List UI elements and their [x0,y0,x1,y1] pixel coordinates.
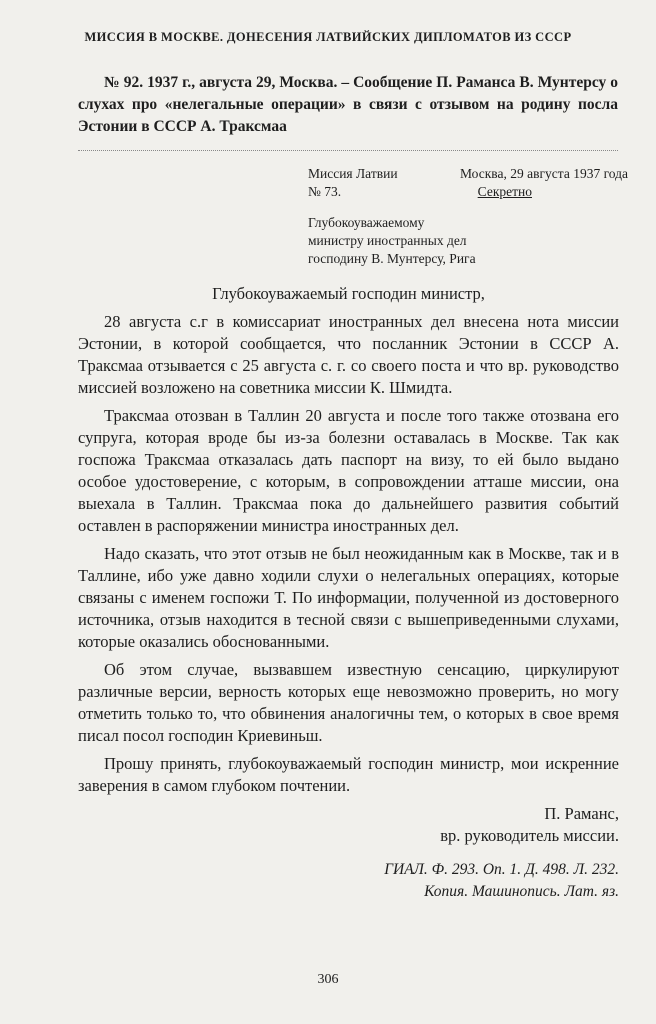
addressee-line: Глубокоуважаемому [308,215,425,230]
running-head: МИССИЯ В МОСКВЕ. ДОНЕСЕНИЯ ЛАТВИЙСКИХ ДИПЛОМАТОВ ИЗ СССР [84,30,572,44]
archive-reference [78,859,619,903]
paragraph: Об этом случае, вызвавшем известную сенсацию, циркулируют различные версии, верность которых еще невозможно проверить, но могу отметить только то, что обвинения аналогичны тем, о которых в свое время писал посол господин Криевиньш. [78,660,619,745]
page-number: 306 [317,972,339,987]
addressee [308,214,628,268]
signature-title: вр. руководитель миссии. [440,826,619,845]
addressee-line: министру иностранных дел [308,233,467,248]
letter-number: № 73. [308,184,342,199]
addressee-line: господину В. Мунтерсу, Рига [308,251,476,266]
signature [78,803,619,847]
paragraph: Траксмаа отозван в Таллин 20 августа и после того также отозвана его супруга, которая вроде бы из-за болезни оставалась в Москве. Так как госпожа Траксмаа отказалась дать паспорт на визу, то ей было выдано особое удостоверение, с которым, в сопровождении атташе миссии, она выехала в Таллин. Траксмаа пока до дальнейшего развития событий оставлен в распоряжении министра иностранных дел. [78,406,619,535]
paragraph: Прошу принять, глубокоуважаемый господин министр, мои искренние заверения в самом глубоком почтении. [78,754,619,795]
secret-stamp: Секретно [477,184,532,199]
signature-name: П. Раманс, [544,804,619,823]
salutation: Глубокоуважаемый господин министр, [212,284,485,303]
letter-body [78,283,619,903]
archive-ref: ГИАЛ. Ф. 293. Оп. 1. Д. 498. Л. 232. [384,861,619,878]
document-heading: № 92. 1937 г., августа 29, Москва. – Сообщение П. Раманса В. Мунтерсу о слухах про «нелегальные операции» в связи с отзывом на родину посла Эстонии в СССР А. Траксмаа [78,74,618,135]
sender: Миссия Латвии [308,166,398,181]
header-row-sender [308,165,628,183]
paragraph: 28 августа с.г в комиссариат иностранных дел внесена нота миссии Эстонии, в которой сообщается, что посланник Эстонии в СССР А. Траксмаа отзывается с 25 августа с. г. со своего поста и что вр. руководство миссией возложено на советника миссии К. Шмидта. [78,312,619,397]
letter-header [308,165,628,268]
paragraph: Надо сказать, что этот отзыв не был неожиданным как в Москве, так и в Таллине, ибо уже давно ходили слухи о нелегальных операциях, которые связаны с именем госпожи Т. По информации, полученной из достоверного источника, отзыв находится в тесной связи с вышеприведенными слухами, которые оказались обоснованными. [78,544,619,651]
archive-note: Копия. Машинопись. Лат. яз. [424,883,619,900]
header-row-number [308,183,628,201]
place-date: Москва, 29 августа 1937 года [460,166,628,181]
heading-divider [78,150,618,151]
